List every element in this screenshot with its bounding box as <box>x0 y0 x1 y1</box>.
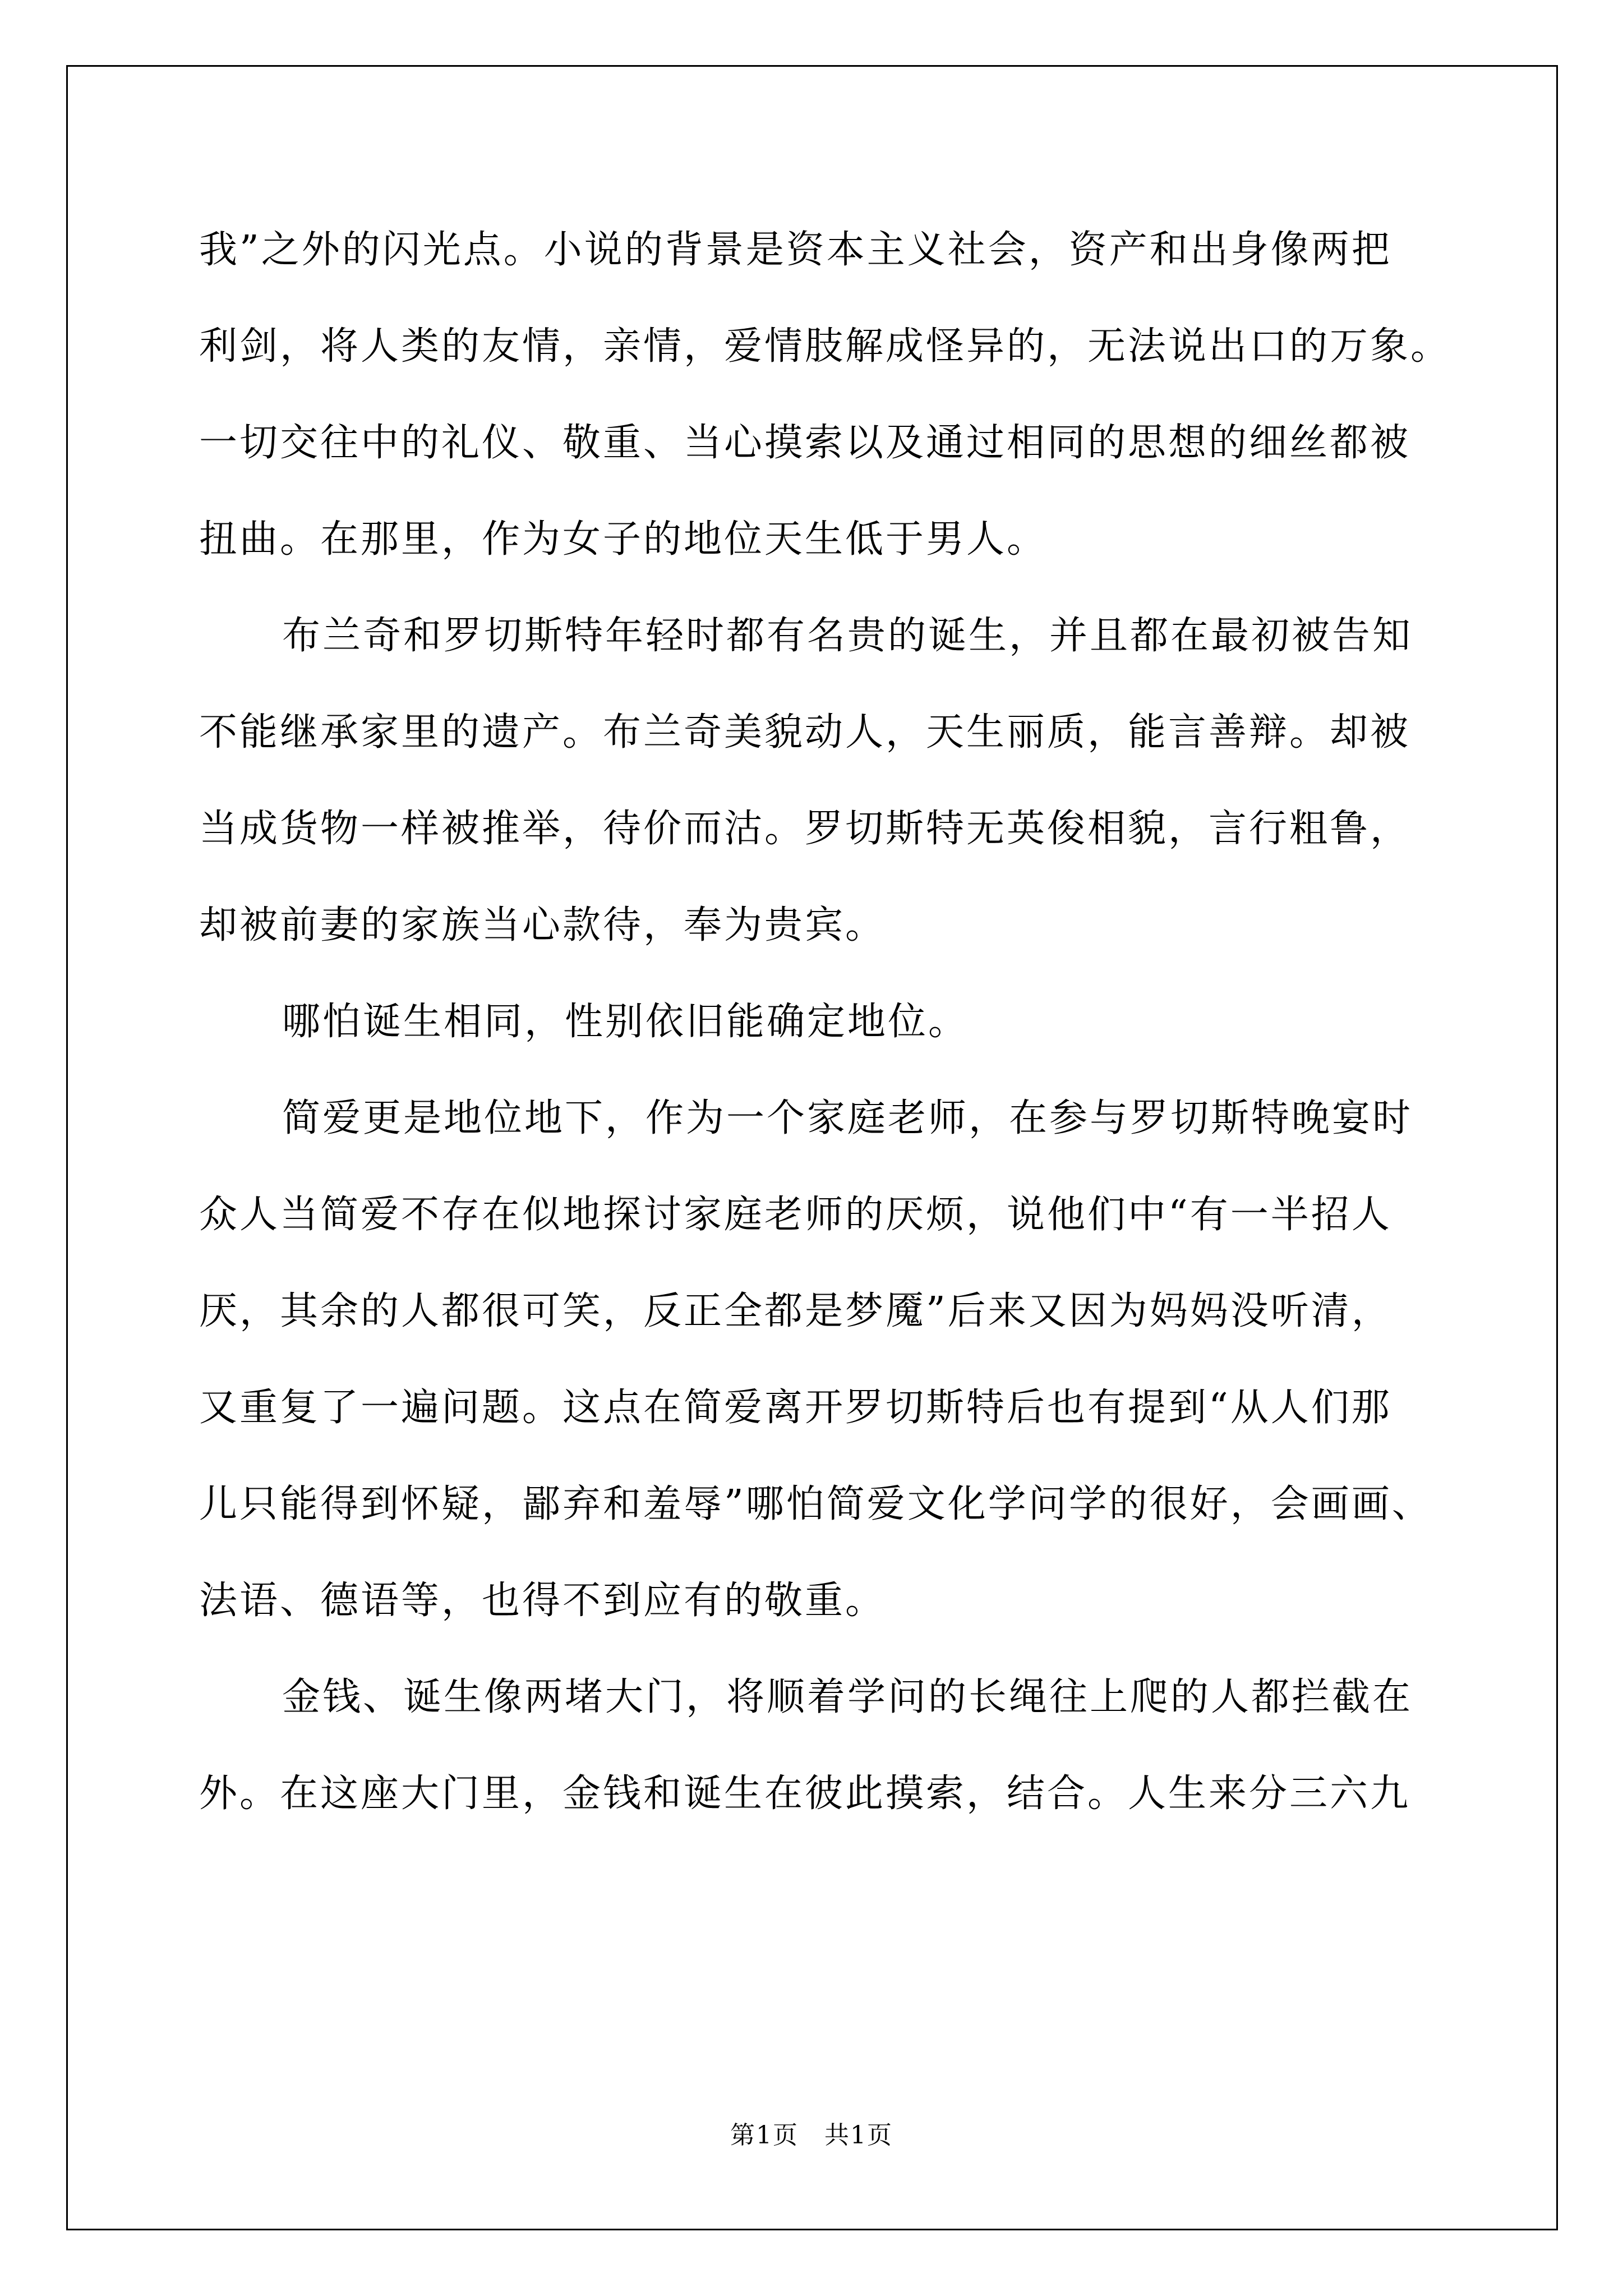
text-line: 我”之外的闪光点。小说的背景是资本主义社会，资产和出身像两把 <box>199 228 1392 272</box>
text-line: 利剑，将人类的友情，亲情，爱情肢解成怪异的，无法说出口的万象。 <box>199 324 1451 369</box>
text-line: 却被前妻的家族当心款待，奉为贵宾。 <box>199 903 886 947</box>
text-line: 金钱、诞生像两堵大门，将顺着学问的长绳往上爬的人都拦截在 <box>282 1675 1413 1719</box>
text-line: 简爱更是地位地下，作为一个家庭老师，在参与罗切斯特晚宴时 <box>282 1096 1413 1140</box>
text-line: 又重复了一遍问题。这点在简爱离开罗切斯特后也有提到“从人们那 <box>199 1386 1392 1430</box>
text-line: 外。在这座大门里，金钱和诞生在彼此摸索，结合。人生来分三六九 <box>199 1772 1411 1816</box>
page-number: 第1页 <box>730 2121 799 2150</box>
text-line: 哪怕诞生相同，性别依旧能确定地位。 <box>282 1000 969 1044</box>
page-total: 共1页 <box>824 2121 893 2150</box>
text-line: 不能继承家里的遗产。布兰奇美貌动人，天生丽质，能言善辩。却被 <box>199 710 1411 754</box>
text-line: 法语、德语等，也得不到应有的敬重。 <box>199 1579 886 1623</box>
document-body <box>199 213 1451 1853</box>
text-line: 众人当简爱不存在似地探讨家庭老师的厌烦，说他们中“有一半招人 <box>199 1193 1392 1237</box>
text-line: 儿只能得到怀疑，鄙弃和羞辱”哪怕简爱文化学问学的很好，会画画、 <box>199 1482 1432 1526</box>
page-footer <box>0 2115 1623 2151</box>
text-line: 布兰奇和罗切斯特年轻时都有名贵的诞生，并且都在最初被告知 <box>282 614 1413 658</box>
text-line: 厌，其余的人都很可笑，反正全都是梦魇”后来又因为妈妈没听清， <box>199 1289 1392 1333</box>
text-line: 当成货物一样被推举，待价而沽。罗切斯特无英俊相貌，言行粗鲁， <box>199 807 1411 851</box>
text-line: 扭曲。在那里，作为女子的地位天生低于男人。 <box>199 517 1048 562</box>
text-line: 一切交往中的礼仪、敬重、当心摸索以及通过相同的思想的细丝都被 <box>199 421 1411 465</box>
